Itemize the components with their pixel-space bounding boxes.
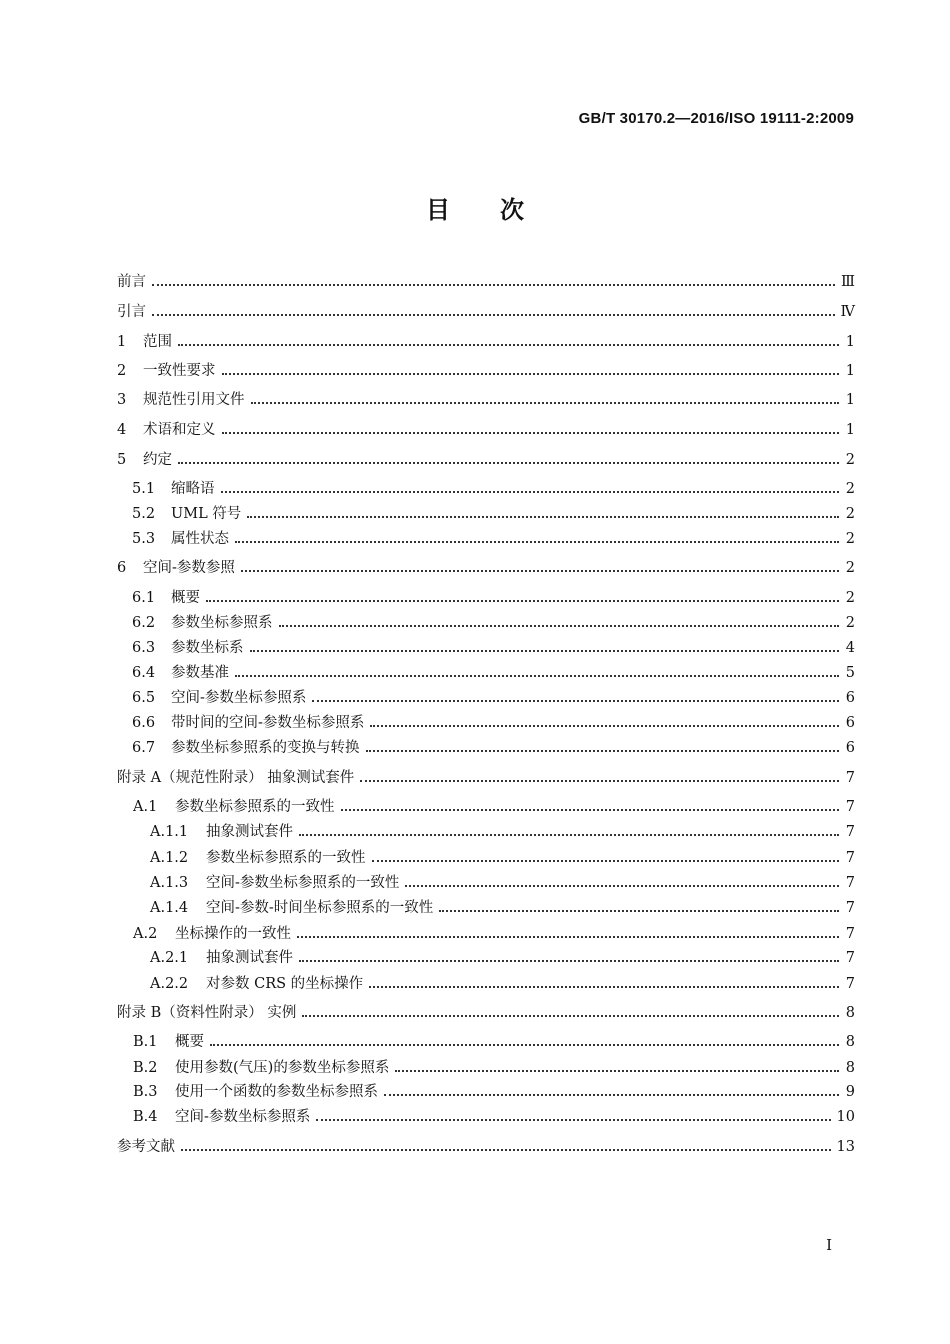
dot-leader [316, 1119, 830, 1121]
toc-entry-text: 空间-参数坐标参照系的一致性 [206, 875, 400, 891]
toc-entry-page: 8 [845, 1034, 855, 1050]
toc-entry-label [117, 768, 354, 788]
toc-entry-text: 参数坐标参照系的一致性 [206, 850, 366, 866]
toc-entry-text: 参数坐标系 [171, 640, 244, 656]
toc-entry-label [133, 1082, 378, 1102]
toc-entry[interactable] [117, 268, 855, 292]
toc-entry-page: 7 [845, 850, 855, 866]
toc-entry-page: 6 [845, 740, 855, 756]
toc-entry-text: 空间-参数坐标参照系 [171, 690, 307, 706]
toc-entry-label [132, 638, 244, 658]
toc-entry-number: 6.7 [132, 740, 156, 756]
dot-leader [222, 432, 840, 434]
dot-leader [302, 1015, 839, 1017]
toc-entry-label [133, 924, 291, 944]
toc-entry-page: 6 [845, 715, 855, 731]
toc-entry-number: 5.3 [132, 531, 156, 547]
toc-entry[interactable] [117, 500, 855, 524]
toc-entry-page: 1 [845, 363, 855, 379]
toc-entry-text: 坐标操作的一致性 [175, 926, 291, 942]
toc-entry-text: 参数基准 [171, 665, 229, 681]
dot-leader [152, 284, 835, 286]
toc-entry-label [150, 873, 399, 893]
toc-entry-text: 范围 [143, 334, 172, 350]
toc-entry-number: A.1.2 [150, 850, 189, 866]
toc-entry[interactable] [117, 894, 855, 918]
toc-entry-page: 1 [845, 422, 855, 438]
toc-entry-label [117, 1003, 296, 1023]
toc-entry-page: 9 [845, 1084, 855, 1100]
toc-entry[interactable] [117, 944, 855, 968]
toc-entry-page: 2 [845, 590, 855, 606]
toc-entry[interactable] [117, 709, 855, 733]
toc-entry-number: 6.2 [132, 615, 156, 631]
toc-entry-number: 2 [117, 363, 127, 379]
toc-entry-page: 10 [836, 1109, 855, 1125]
toc-entry-number: 5.2 [132, 506, 156, 522]
toc-entry-number: 6.5 [132, 690, 156, 706]
toc-entry-text: 术语和定义 [143, 422, 216, 438]
dot-leader [206, 600, 839, 602]
toc-entry-label [150, 898, 433, 918]
dot-leader [251, 402, 840, 404]
toc-entry-number: 6 [117, 560, 127, 576]
toc-entry-number: 6.1 [132, 590, 156, 606]
toc-entry[interactable] [117, 475, 855, 499]
toc-entry[interactable] [117, 584, 855, 608]
toc-entry[interactable] [117, 684, 855, 708]
toc-entry-text: 一致性要求 [143, 363, 216, 379]
toc-entry-number: 1 [117, 334, 127, 350]
toc-entry-text: 规范性引用文件 [143, 392, 245, 408]
toc-entry-text: 空间-参数-时间坐标参照系的一致性 [206, 900, 434, 916]
toc-entry-number: B.2 [133, 1060, 158, 1076]
toc-entry[interactable] [117, 1054, 855, 1078]
toc-entry-number: A.2.1 [150, 950, 189, 966]
dot-leader [178, 462, 839, 464]
toc-entry-page: 2 [845, 615, 855, 631]
dot-leader [369, 986, 839, 988]
dot-leader [235, 541, 839, 543]
toc-entry-label [117, 390, 245, 410]
toc-entry[interactable] [117, 1133, 855, 1157]
toc-entry-label [133, 1058, 389, 1078]
toc-entry-label [133, 1107, 310, 1127]
toc-entry[interactable] [117, 1103, 855, 1127]
dot-leader [152, 314, 835, 316]
toc-entry[interactable] [117, 446, 855, 470]
toc-entry-page: 7 [845, 799, 855, 815]
dot-leader [299, 960, 839, 962]
toc-entry-number: B.3 [133, 1084, 158, 1100]
toc-entry[interactable] [117, 416, 855, 440]
toc-entry-label [132, 713, 364, 733]
toc-entry[interactable] [117, 999, 855, 1023]
dot-leader [439, 910, 839, 912]
dot-leader [341, 809, 840, 811]
toc-entry-page: Ⅲ [841, 274, 855, 290]
toc-entry-label [150, 948, 293, 968]
toc-entry-label [132, 504, 241, 524]
toc-entry-page: Ⅳ [840, 304, 855, 320]
toc-entry-text: 抽象测试套件 [206, 950, 293, 966]
toc-entry-number: 4 [117, 422, 127, 438]
dot-leader [250, 650, 840, 652]
page-number: I [826, 1236, 832, 1254]
toc-entry-page: 7 [845, 824, 855, 840]
toc-entry[interactable] [117, 298, 855, 322]
toc-entry-page: 7 [845, 900, 855, 916]
toc-entry[interactable] [117, 764, 855, 788]
toc-entry-text: 空间-参数坐标参照系 [175, 1109, 311, 1125]
toc-entry[interactable] [117, 525, 855, 549]
toc-entry-page: 7 [845, 770, 855, 786]
toc-entry-label [132, 529, 229, 549]
toc-entry-label [132, 613, 273, 633]
toc-entry-page: 4 [845, 640, 855, 656]
toc-entry[interactable] [117, 970, 855, 994]
dot-leader [370, 725, 839, 727]
dot-leader [372, 860, 840, 862]
toc-entry-text: 约定 [143, 452, 172, 468]
dot-leader [384, 1094, 839, 1096]
dot-leader [221, 491, 840, 493]
dot-leader [405, 885, 839, 887]
toc-entry[interactable] [117, 920, 855, 944]
toc-entry-number: A.1 [133, 799, 158, 815]
dot-leader [395, 1070, 839, 1072]
dot-leader [297, 936, 839, 938]
toc-entry-page: 7 [845, 875, 855, 891]
toc-entry[interactable] [117, 1078, 855, 1102]
toc-entry-label [117, 272, 146, 292]
toc-entry-number: A.2.2 [150, 976, 189, 992]
toc-entry-label [133, 797, 335, 817]
toc-entry-page: 2 [845, 531, 855, 547]
dot-leader [360, 780, 839, 782]
toc-entry-page: 2 [845, 452, 855, 468]
toc-entry[interactable] [117, 659, 855, 683]
toc-entry-page: 2 [845, 481, 855, 497]
toc-entry[interactable] [117, 1028, 855, 1052]
toc-entry-text: 空间-参数参照 [143, 560, 235, 576]
toc-entry-label [117, 302, 146, 322]
toc-entry-label [132, 688, 306, 708]
toc-entry-number: 6.3 [132, 640, 156, 656]
dot-leader [299, 834, 839, 836]
toc-entry-text: 使用参数(气压)的参数坐标参照系 [175, 1060, 390, 1076]
toc-entry-page: 7 [845, 976, 855, 992]
toc-entry-text: 对参数 CRS 的坐标操作 [206, 976, 364, 992]
toc-entry-text: 概要 [175, 1034, 204, 1050]
toc-entry-text: 附录 B（资料性附录） 实例 [117, 1005, 297, 1021]
dot-leader [222, 373, 840, 375]
toc-entry-number: 6.4 [132, 665, 156, 681]
toc-entry-text: 参考文献 [117, 1139, 175, 1155]
toc-entry[interactable] [117, 844, 855, 868]
toc-entry-label [150, 848, 366, 868]
toc-entry-number: 6.6 [132, 715, 156, 731]
toc-entry[interactable] [117, 357, 855, 381]
toc-entry-number: A.2 [133, 926, 158, 942]
toc-entry-page: 7 [845, 926, 855, 942]
toc-entry-text: 带时间的空间-参数坐标参照系 [171, 715, 365, 731]
toc-entry-label [117, 420, 216, 440]
dot-leader [235, 675, 839, 677]
toc-entry-number: B.1 [133, 1034, 158, 1050]
page-title: 目次 [426, 195, 574, 224]
toc-entry-page: 1 [845, 334, 855, 350]
toc-entry-number: 5.1 [132, 481, 156, 497]
dot-leader [210, 1044, 839, 1046]
toc-entry-number: B.4 [133, 1109, 158, 1125]
toc-entry[interactable] [117, 386, 855, 410]
toc-entry-text: 使用一个函数的参数坐标参照系 [175, 1084, 378, 1100]
toc-entry-page: 2 [845, 560, 855, 576]
dot-leader [181, 1149, 831, 1151]
toc-entry-page: 5 [845, 665, 855, 681]
toc-entry-text: 参数坐标参照系的一致性 [175, 799, 335, 815]
toc-entry[interactable] [117, 793, 855, 817]
toc-entry[interactable] [117, 818, 855, 842]
dot-leader [366, 750, 840, 752]
toc-entry-label [132, 738, 360, 758]
toc-entry-text: 引言 [117, 304, 146, 320]
dot-leader [178, 344, 839, 346]
toc-entry-text: 附录 A（规范性附录） 抽象测试套件 [117, 770, 355, 786]
standard-code: GB/T 30170.2—2016/ISO 19111-2:2009 [578, 110, 854, 127]
toc-entry-text: 概要 [171, 590, 200, 606]
toc-entry-label [132, 663, 229, 683]
toc-entry-label [133, 1032, 204, 1052]
toc-entry-label [117, 361, 216, 381]
toc-entry-text: 参数坐标参照系 [171, 615, 273, 631]
toc-entry-label [132, 588, 200, 608]
toc-entry-label [117, 332, 172, 352]
toc-entry[interactable] [117, 609, 855, 633]
toc-entry[interactable] [117, 554, 855, 578]
toc-entry-page: 13 [836, 1139, 855, 1155]
toc-entry[interactable] [117, 734, 855, 758]
toc-entry-number: A.1.3 [150, 875, 189, 891]
toc-entry-page: 7 [845, 950, 855, 966]
dot-leader [312, 700, 839, 702]
toc-entry-page: 8 [845, 1060, 855, 1076]
toc-entry-number: 3 [117, 392, 127, 408]
toc-entry[interactable] [117, 869, 855, 893]
toc-entry-text: 抽象测试套件 [206, 824, 293, 840]
toc-entry-text: 参数坐标参照系的变换与转换 [171, 740, 360, 756]
toc-entry-page: 1 [845, 392, 855, 408]
toc-entry-number: 5 [117, 452, 127, 468]
toc-entry-number: A.1.4 [150, 900, 189, 916]
toc-entry-label [150, 974, 363, 994]
toc-entry-label [132, 479, 215, 499]
toc-entry-page: 6 [845, 690, 855, 706]
dot-leader [247, 516, 839, 518]
toc-entry-text: 缩略语 [171, 481, 215, 497]
toc-entry-label [117, 558, 235, 578]
toc-entry[interactable] [117, 634, 855, 658]
toc-entry-text: 属性状态 [171, 531, 229, 547]
toc-entry-text: 前言 [117, 274, 146, 290]
toc-entry-number: A.1.1 [150, 824, 189, 840]
toc-entry-label [150, 822, 293, 842]
toc-entry-label [117, 1137, 175, 1157]
toc-entry-page: 8 [845, 1005, 855, 1021]
toc-entry[interactable] [117, 328, 855, 352]
dot-leader [279, 625, 840, 627]
toc-entry-page: 2 [845, 506, 855, 522]
toc-entry-text: UML 符号 [171, 506, 242, 522]
toc-entry-label [117, 450, 172, 470]
dot-leader [241, 570, 839, 572]
